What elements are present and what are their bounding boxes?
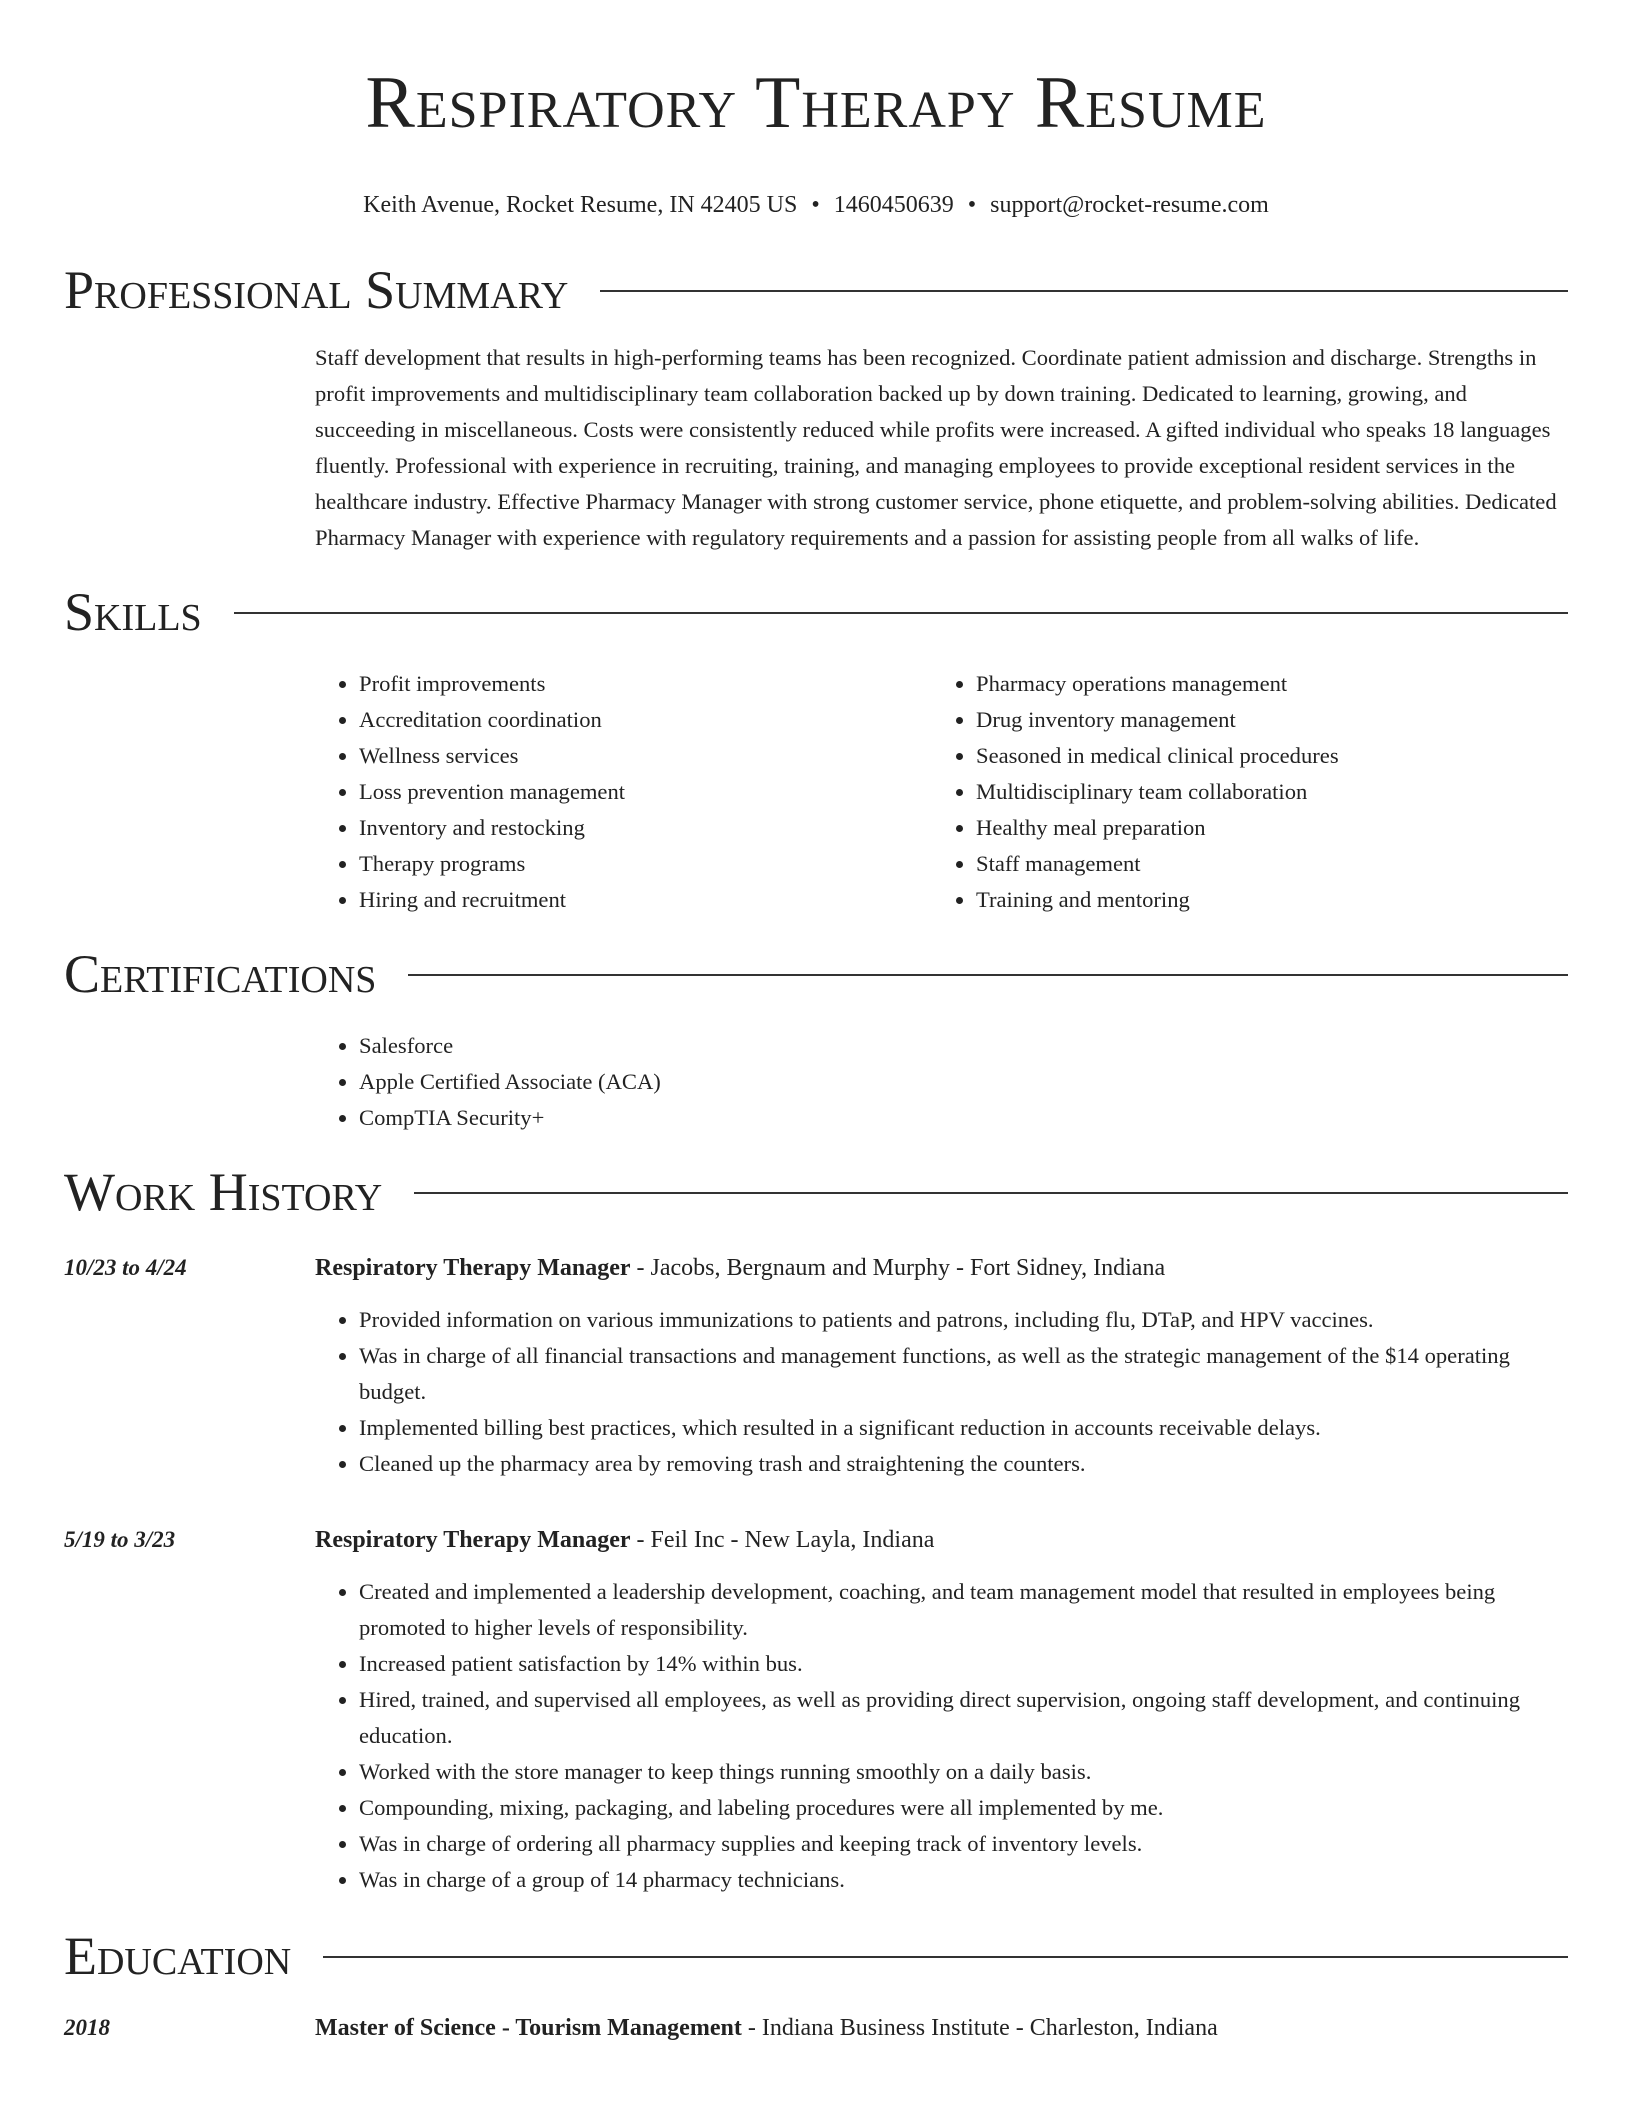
education-heading: Education bbox=[64, 1926, 292, 1986]
job-bullet: • Provided information on various immunizations to patients and patrons, including flu, DTaP, and HPV vaccines. bbox=[359, 1302, 1568, 1338]
skills-heading: Skills bbox=[64, 582, 202, 642]
job-info bbox=[315, 1522, 1568, 1558]
contact-address: Keith Avenue, Rocket Resume, IN 42405 US bbox=[363, 192, 798, 218]
skills-grid bbox=[315, 666, 1568, 918]
certifications-list bbox=[315, 1028, 1568, 1136]
skills-column-right bbox=[932, 666, 1549, 918]
contact-separator: • bbox=[967, 192, 977, 218]
section-divider bbox=[408, 974, 1568, 976]
section-divider bbox=[414, 1192, 1568, 1194]
job-employer-location: - Feil Inc - New Layla, Indiana bbox=[630, 1527, 935, 1553]
job-bullet: • Created and implemented a leadership development, coaching, and team management model that resulted in employees being promoted to higher levels of responsibility. bbox=[359, 1574, 1568, 1646]
job-bullet: • Was in charge of all financial transactions and management functions, as well as the strategic management of the $14 operating budget. bbox=[359, 1338, 1568, 1410]
skill-item: • Multidisciplinary team collaboration bbox=[976, 774, 1549, 810]
skills-column-left bbox=[315, 666, 932, 918]
job-bullets bbox=[315, 1302, 1568, 1482]
education-info bbox=[315, 2010, 1568, 2046]
job-bullet: • Was in charge of ordering all pharmacy supplies and keeping track of inventory levels. bbox=[359, 1826, 1568, 1862]
section-divider bbox=[234, 612, 1568, 614]
certification-item: • Salesforce bbox=[359, 1028, 1568, 1064]
job-bullet: • Was in charge of a group of 14 pharmacy technicians. bbox=[359, 1862, 1568, 1898]
education-entries bbox=[64, 2010, 1568, 2046]
education-section-header bbox=[64, 1926, 1568, 1986]
job-bullets-wrap bbox=[315, 1302, 1568, 1482]
contact-line bbox=[64, 190, 1568, 220]
certifications-heading: Certifications bbox=[64, 944, 377, 1004]
education-entry bbox=[64, 2010, 1568, 2046]
education-year: 2018 bbox=[64, 2015, 110, 2040]
job-employer-location: - Jacobs, Bergnaum and Murphy - Fort Sidney, Indiana bbox=[630, 1255, 1166, 1281]
job-bullet: • Worked with the store manager to keep things running smoothly on a daily basis. bbox=[359, 1754, 1568, 1790]
job-bullet: • Increased patient satisfaction by 14% within bus. bbox=[359, 1646, 1568, 1682]
education-school-location: - Indiana Business Institute - Charleston, Indiana bbox=[741, 2015, 1218, 2041]
job-dates: 10/23 to 4/24 bbox=[64, 1255, 187, 1280]
job-title: Respiratory Therapy Manager bbox=[315, 1255, 631, 1281]
skill-item: • Inventory and restocking bbox=[359, 810, 932, 846]
job-bullets bbox=[315, 1574, 1568, 1898]
job-dates: 5/19 to 3/23 bbox=[64, 1527, 176, 1552]
education-degree: Master of Science - Tourism Management bbox=[315, 2015, 742, 2041]
skill-item: • Loss prevention management bbox=[359, 774, 932, 810]
job-bullets-wrap bbox=[315, 1574, 1568, 1898]
skill-item: • Accreditation coordination bbox=[359, 702, 932, 738]
skill-item: • Therapy programs bbox=[359, 846, 932, 882]
skill-item: • Training and mentoring bbox=[976, 882, 1549, 918]
skill-item: • Seasoned in medical clinical procedures bbox=[976, 738, 1549, 774]
section-divider bbox=[600, 290, 1568, 292]
summary-text: Staff development that results in high-performing teams has been recognized. Coordinate patient admission and discharge. Strengths in profit improvements and multidisciplinary team collaboration backed up by down training. Dedicated to learning, growing, and succeeding in miscellaneous. Costs were consistently reduced while profits were increased. A gifted individual who speaks 18 languages fluently. Professional with experience in recruiting, training, and managing employees to provide exceptional resident services in the healthcare industry. Effective Pharmacy Manager with strong customer service, phone etiquette, and problem-solving abilities. Dedicated Pharmacy Manager with experience with regulatory requirements and a passion for assisting people from all walks of life. bbox=[315, 345, 1557, 550]
skill-item: • Hiring and recruitment bbox=[359, 882, 932, 918]
work-history-jobs bbox=[64, 1250, 1568, 1898]
job-entry bbox=[64, 1522, 1568, 1558]
skills-section-header bbox=[64, 582, 1568, 642]
skill-item: • Pharmacy operations management bbox=[976, 666, 1549, 702]
skill-item: • Drug inventory management bbox=[976, 702, 1549, 738]
job-title: Respiratory Therapy Manager bbox=[315, 1527, 631, 1553]
skill-item: • Healthy meal preparation bbox=[976, 810, 1549, 846]
resume-title: Respiratory Therapy Resume bbox=[365, 62, 1267, 144]
job-bullet: • Hired, trained, and supervised all employees, as well as providing direct supervision, ongoing staff development, and continuing education. bbox=[359, 1682, 1568, 1754]
job-bullet: • Implemented billing best practices, which resulted in a significant reduction in accounts receivable delays. bbox=[359, 1410, 1568, 1446]
contact-phone: 1460450639 bbox=[833, 192, 954, 218]
certifications-list-wrap bbox=[315, 1028, 1568, 1136]
skill-item: • Profit improvements bbox=[359, 666, 932, 702]
job-info bbox=[315, 1250, 1568, 1286]
job-bullet: • Cleaned up the pharmacy area by removing trash and straightening the counters. bbox=[359, 1446, 1568, 1482]
contact-separator: • bbox=[811, 192, 820, 218]
skill-item: • Staff management bbox=[976, 846, 1549, 882]
contact-email: support@rocket-resume.com bbox=[990, 192, 1269, 218]
skills-list-right bbox=[932, 666, 1549, 918]
work-history-section-header bbox=[64, 1162, 1568, 1222]
work-history-heading: Work History bbox=[64, 1162, 383, 1222]
skills-list-left bbox=[315, 666, 932, 918]
job-bullet: • Compounding, mixing, packaging, and labeling procedures were all implemented by me. bbox=[359, 1790, 1568, 1826]
section-divider bbox=[323, 1956, 1568, 1958]
summary-heading: Professional Summary bbox=[64, 260, 569, 320]
certifications-section-header bbox=[64, 944, 1568, 1004]
skill-item: • Wellness services bbox=[359, 738, 932, 774]
summary-section-header bbox=[64, 260, 1568, 320]
job-entry bbox=[64, 1250, 1568, 1286]
certification-item: • Apple Certified Associate (ACA) bbox=[359, 1064, 1568, 1100]
certification-item: • CompTIA Security+ bbox=[359, 1100, 1568, 1136]
